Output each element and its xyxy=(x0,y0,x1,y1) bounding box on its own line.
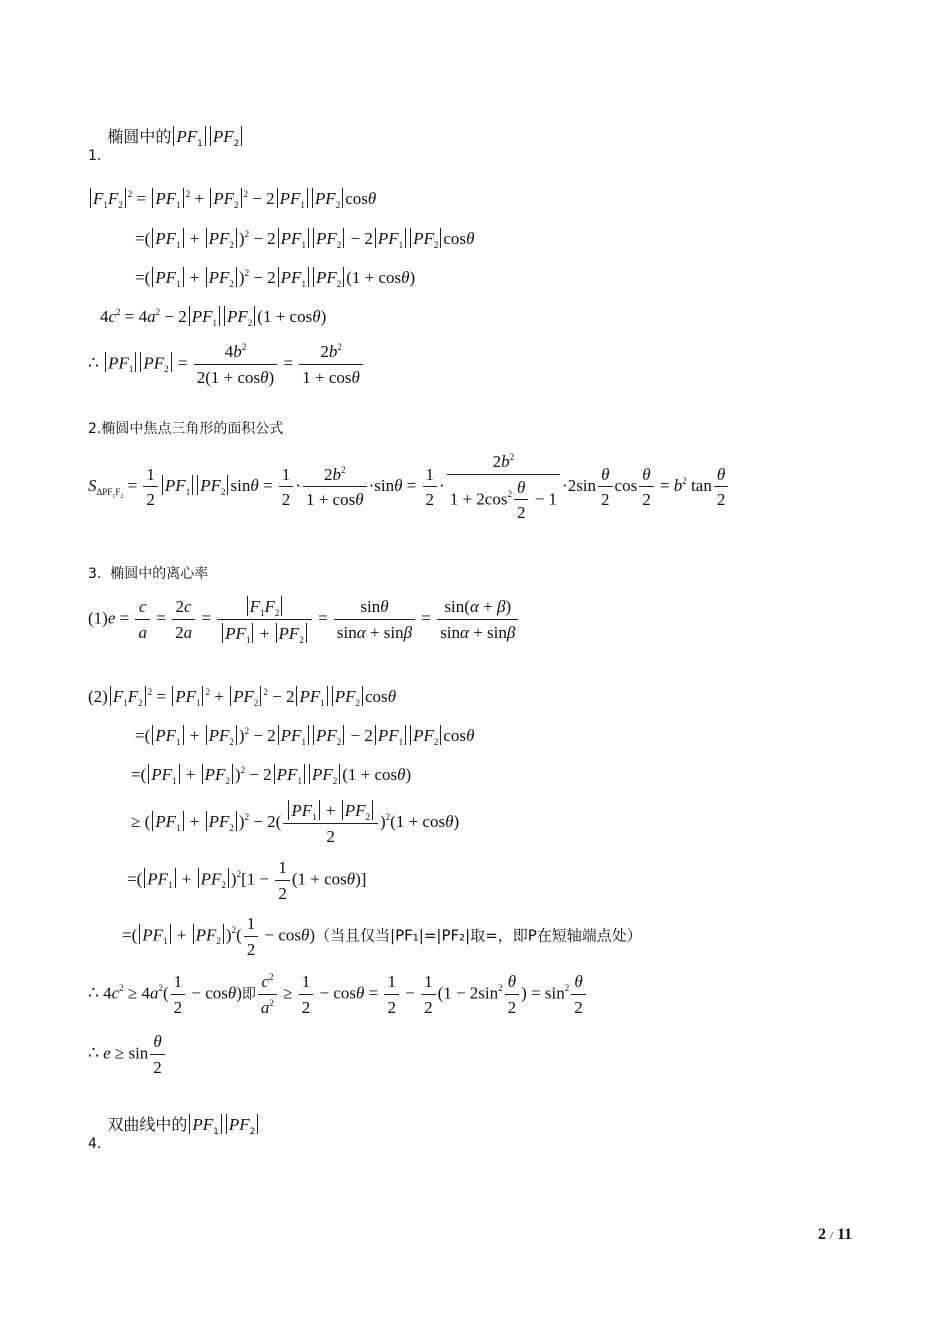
section-number: 2. xyxy=(88,421,102,437)
equation-line: =( $PF_1 + PF_2$ )$^2$ − 2 $PF_1$ $PF_2 - 2$ $PF_1$ $PF_2$ cosθ xyxy=(135,726,475,747)
section-4-heading xyxy=(88,1112,260,1152)
area-formula: $S_{\Delta PF_1F_2}$ = $\frac{1}{2}$ $PF_1$ $PF_2$ sinθ = $\frac{1}{2}$ · $\frac{2b^2}{1 + \cos\theta}$ ·sinθ = $\frac{1}{2}$ · $2b^2$ $1 + 2\cos^2$ $\frac{\theta}{2}$ − 1 ·2sin $\frac{\theta}{2}$ cos $\frac{\theta}{2}$ = $b^2$ tan $\frac{\theta}{2}$ xyxy=(88,452,730,523)
section-title: 双曲线中的 $PF_1$ $PF_2$ xyxy=(107,1115,260,1134)
total-pages: 11 xyxy=(837,1226,853,1243)
equation-line: ≥ ( $PF_1 + PF_2$ )$^2$ − 2( $\frac{PF_1 + PF_2}{2}$ )$^2$(1 + cosθ) xyxy=(131,801,460,846)
equation-line: $4c^2 = 4a^2 - 2$ $PF_1$ $PF_2$ (1 + cosθ) xyxy=(100,307,327,328)
equation-line: =( $PF_1 + PF_2$ )$^2$ − 2 $PF_1$ $PF_2$ (1 + cosθ) xyxy=(131,765,412,786)
section-number: 4. xyxy=(88,1136,102,1152)
section-3-heading xyxy=(88,563,208,583)
section-title: 椭圆中焦点三角形的面积公式 xyxy=(101,421,284,437)
equation-line: ∴ e ≥ sin $\frac{\theta}{2}$ xyxy=(88,1032,167,1077)
eccentricity-formula-1: (1)e = $\frac{c}{a}$ = $\frac{2c}{2a}$ = $\frac{F_1F_2}{PF_1 + PF_2}$ = $\frac{\sin\theta}{\sin\alpha + \sin\beta}$ = $\frac{\sin(\alpha + \beta)}{\sin\alpha + \sin\beta}$ xyxy=(88,596,520,643)
section-number: 3. xyxy=(88,566,102,582)
equation-line: =( $PF_1 + PF_2$ )$^2$( $\frac{1}{2}$ − cosθ)（当且仅当|PF₁|=|PF₂|取=，即P在短轴端点处） xyxy=(122,914,642,959)
equation-line: $F_1F_2^2 = PF_1^2 + PF_2^2 - 2$ $PF_1$ $PF_2$ cosθ xyxy=(88,188,376,208)
equation-line: =( $PF_1 + PF_2$ )$^2$[1 − $\frac{1}{2}$ (1 + cosθ)] xyxy=(127,858,367,903)
section-title: 椭圆中的 $PF_1$ $PF_2$ xyxy=(107,127,244,146)
section-2-heading xyxy=(88,418,283,438)
equation-line: =( $PF_1 + PF_2$ )$^2$ − 2 $PF_1$ $PF_2$ (1 + cosθ) xyxy=(135,268,416,289)
section-1-heading xyxy=(88,124,244,164)
equation-line: ∴ $4c^2 \ge 4a^2$( $\frac{1}{2}$ − cosθ)即 $\frac{c^2}{a^2}$ ≥ $\frac{1}{2}$ − cosθ = $\frac{1}{2}$ − $\frac{1}{2}$ ($1 - 2\sin^2$ $\frac{\theta}{2}$ ) = $\sin^2$ $\frac{\theta}{2}$ xyxy=(88,972,588,1017)
equation-line: (2) $F_1F_2^2 = PF_1^2 + PF_2^2 - 2$ $PF_1$ $PF_2$ cosθ xyxy=(88,687,397,708)
equality-note: （当且仅当|PF₁|=|PF₂|取=，即P在短轴端点处） xyxy=(315,926,642,945)
section-title: 椭圆中的离心率 xyxy=(110,566,209,582)
page-separator: / xyxy=(830,1230,834,1242)
equation-line: ∴ $PF_1$ $PF_2$ = $\frac{4b^2}{2(1 + \cos\theta)}$ = $\frac{2b^2}{1 + \cos\theta}$ xyxy=(88,342,365,387)
section-number: 1. xyxy=(88,148,102,164)
page-number xyxy=(818,1226,852,1244)
equation-line: =( $PF_1 + PF_2$ )$^2$ − 2 $PF_1$ $PF_2 - 2$ $PF_1$ $PF_2$ cosθ xyxy=(135,229,475,250)
current-page: 2 xyxy=(818,1226,826,1243)
